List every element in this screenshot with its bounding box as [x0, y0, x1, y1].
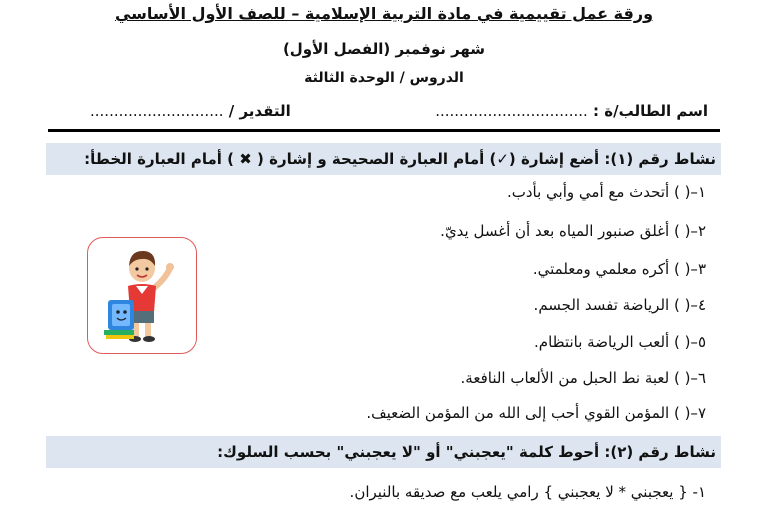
grade-line	[90, 102, 291, 120]
student-name-label: اسم الطالب/ة :	[593, 102, 708, 120]
activity2-heading: نشاط رقم (٢): أحوط كلمة "يعجبني" أو "لا يعجبني" بحسب السلوك:	[217, 443, 716, 461]
grade-label: التقدير /	[228, 102, 291, 120]
activity1-item: ٢–( ) أغلق صنبور المياه بعد أن أغسل يديّ.	[440, 222, 706, 240]
activity1-item: ١–( ) أتحدث مع أمي وأبي بأدب.	[506, 183, 706, 201]
activity2-item: ١- { يعجبني * لا يعجبني } رامي يلعب مع صديقه بالنيران.	[349, 483, 706, 501]
activity1-item: ٣–( ) أكره معلمي ومعلمتي.	[532, 260, 706, 278]
activity1-item: ٧–( ) المؤمن القوي أحب إلى الله من المؤمن الضعيف.	[366, 404, 706, 422]
boy-picture-frame	[87, 237, 197, 354]
student-name-field: ................................	[435, 102, 588, 120]
activity1-item: ٥–( ) ألعب الرياضة بانتظام.	[534, 333, 706, 351]
grade-field: ............................	[90, 102, 224, 120]
activity1-item: ٦–( ) لعبة نط الحبل من الألعاب النافعة.	[460, 369, 706, 387]
student-name-line	[435, 102, 708, 120]
header-divider	[48, 129, 720, 132]
unit-subtitle: الدروس / الوحدة الثالثة	[304, 70, 464, 86]
activity1-item: ٤–( ) الرياضة تفسد الجسم.	[533, 296, 706, 314]
month-subtitle: شهر نوفمبر (الفصل الأول)	[282, 40, 486, 58]
boy-holding-books-icon	[88, 238, 196, 353]
activity1-heading: نشاط رقم (١): أضع إشارة (✓) أمام العبارة الصحيحة و إشارة ( ✖ ) أمام العبارة الخطأ:	[84, 150, 716, 168]
worksheet-title: ورقة عمل تقييمية في مادة التربية الإسلامية – للصف الأول الأساسي	[114, 4, 654, 23]
